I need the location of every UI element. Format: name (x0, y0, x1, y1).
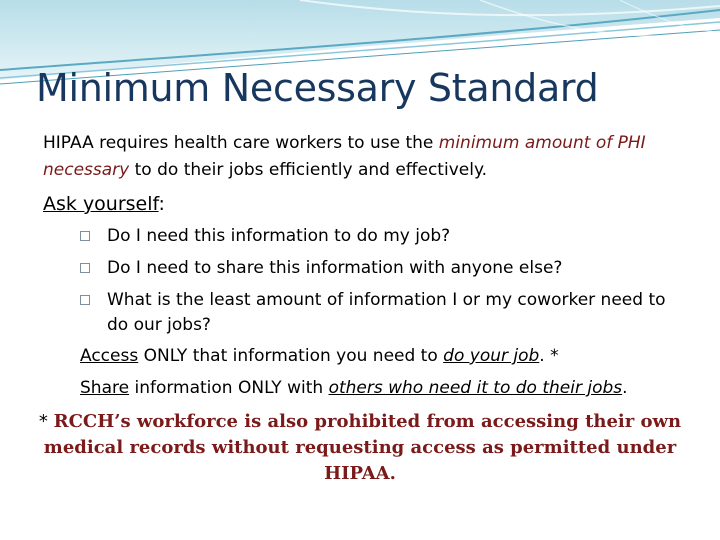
access-line (80, 344, 559, 368)
ask-yourself-heading (43, 191, 165, 217)
intro-paragraph (43, 130, 683, 184)
footnote-text: RCCH’s workforce is also prohibited from accessing their own medical records without requesting access as permitted under HIPAA. (43, 411, 682, 484)
intro-text: HIPAA requires health care workers to use the (43, 133, 439, 153)
ask-yourself-colon: : (158, 193, 165, 215)
access-text: ONLY that information you need to (138, 346, 444, 366)
list-item (80, 288, 690, 338)
share-text: information ONLY with (129, 378, 329, 398)
page-title: Minimum Necessary Standard (36, 66, 599, 110)
checkbox-bullet-icon (80, 295, 90, 305)
share-end: . (622, 378, 628, 398)
share-emphasis: others who need it to do their jobs (328, 378, 623, 398)
intro-emphasis: minimum amount of PHI necessary (43, 133, 646, 180)
list-item (80, 224, 690, 249)
footnote (20, 409, 700, 487)
footnote-star: * (38, 411, 54, 432)
share-keyword: Share (80, 378, 130, 398)
list-item-text: Do I need to share this information with anyone else? (107, 258, 563, 278)
list-item-text: Do I need this information to do my job? (107, 226, 451, 246)
list-item (80, 256, 690, 281)
intro-text-end: to do their jobs efficiently and effectively. (129, 160, 487, 180)
access-emphasis: do your job (443, 346, 540, 366)
share-line (80, 376, 628, 400)
ask-yourself-label: Ask yourself (43, 193, 159, 215)
access-end: . * (539, 346, 559, 366)
question-list (80, 224, 690, 345)
checkbox-bullet-icon (80, 231, 90, 241)
access-keyword: Access (80, 346, 139, 366)
list-item-text: What is the least amount of information I or my coworker need to do our jobs? (107, 290, 666, 335)
checkbox-bullet-icon (80, 263, 90, 273)
